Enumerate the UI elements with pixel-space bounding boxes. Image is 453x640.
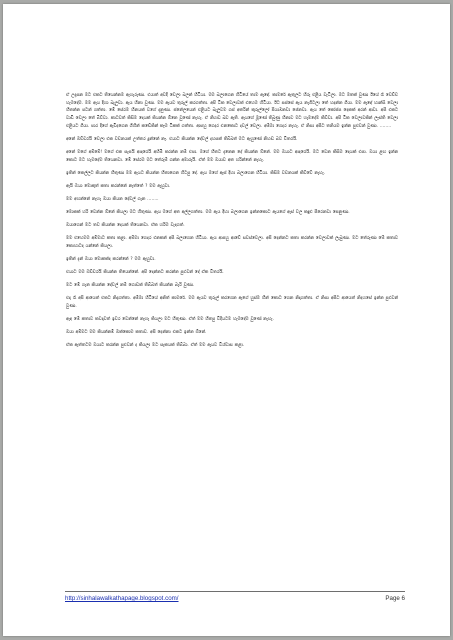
page-footer: [65, 595, 405, 607]
paragraph: ඔයා අම්මට මම කියන්නම් ඔක්කොම කතාව. අපි දෙන්නා එකට ඉන්න ඕනේ.: [66, 330, 207, 336]
paragraph: ඒක ඇත්තටම ඔයාට කරන්න පුළුවන් ද කියලා මට සැකයක් තිබ්බා. ඒත් මම ඇයව විශ්වාස කළා.: [66, 343, 245, 349]
page-number: Page 6: [385, 595, 405, 602]
paragraph: එයාට මම ඔච්චරයි කියන්න තියෙන්නේ. අපි දෙන්නට කරන්න පුළුවන් දේ ඒක විතරයි.: [66, 270, 224, 276]
paragraph: මම අහන්නේ නැහැ ඔයා කියන දේවල් ගැන ……..: [66, 196, 159, 202]
paragraph: මම එහෙමම අම්මාට කතා කළා. අම්මා ගෙදර එනකන් අපි බලාගෙන හිටියා. ඇය ආපහු ආවේ සවස්වෙලා. අපි දෙන්නට කතා කරන්න වෙලාවක් ලැබුණා. මට තේරුණා මේ කතාව කොහාටද යන්නේ කියලා.: [66, 236, 398, 249]
paragraph: ඇයි ඔයා මොකුත් කතා කරන්නේ නැත්තේ ? මම ඇහුවා.: [66, 183, 171, 189]
blog-url-link[interactable]: http://sinhalawalkathapage.blogspot.com/: [65, 595, 179, 602]
paragraph: අනේ මගේ අම්මේ! මගේ එක සැපයි ආදරෙයි අහිමි කරන්න නම් එපා. මගේ හිතට දැනෙන දේ කියන්න ඕනේ. මම ඔයාට ආදරෙයි. මට වෙන කිසිම දෙයක් එපා. ඔයා ළඟ ඉන්න කොට මට හැමදේම තියෙනවා. මේ සේරම මට තේරුම් ගන්න අමාරුයි. ඒත් මම ඔයාව අත හරින්නේ නැහැ.: [66, 150, 398, 163]
paragraph: ඒ උදෑසන මට එකට තියෙන්නම ඇහැරුණා. එයාත් අවදි වෙලා බලන් හිටියා. මම බලාගෙන හිටියේ තාම ඇඳේ. කාමරේ ඇතුලට හිරු එළිය වැටිලා. මට මතක් වුණා ඊයේ රෑ වෙච්ච හැමදේම. මම ඇය දිහා බැලුවා. ඇය හිනා වුණා. මම ඇයව තුරුල් කරගත්තා. අපි ටික වෙලාවක් එහෙම හිටියා. ඊට පස්සේ ඇය නැගිටලා තේ හදන්න ගියා. මම ඇඳේ හාන්සි වෙලා හිතන්න පටන් ගත්තා. මේ සේරම හීනයක් වගේ දැනුණා. ජනේලයෙන් එළියට බැලුවම ගස් අතරින් කුරුල්ලෝ පියාඹනවා පේනවා. ඇය තේ කෝප්ප දෙකක් අරන් ආවා. අපි එකට වාඩි වෙලා තේ බිව්වා. කාටවත් කිසිම දෙයක් කියන්න ඕනෙ වුණේ නැහැ. ඒ නිහඬ බව ඇති. ඇයගේ මූණේ තිබුණු හිනාව මට හැමදේම කිව්වා. අපි ටික වෙලාවකින් ලෑස්ති වෙලා එළියට ගියා. පාර දිගේ ඇවිදගෙන ගිහින් කඩේකින් කෑම ටිකක් ගත්තා. ආපහු ගෙදර එනකොට දවල් වෙලා. අම්මා ගෙදර නැහැ. ඒ නිසා අපිට තනියම ඉන්න පුළුවන් වුණා. ……..: [66, 93, 398, 129]
body-text: [66, 92, 398, 355]
document-page: [3, 4, 450, 636]
paragraph: මොකක් හරි වෙන්න ඕනේ කියලා මට හිතුණා. ඇය මගේ අත අල්ලගත්තා. මම ඇය දිහා බලාගෙන ඉන්නකොට ඇයගේ ඇස් වල කඳුළු පිරෙනවා පෙනුණා.: [66, 210, 350, 216]
paragraph: එදා රෑ අපි ආයෙත් එකට නිදාගත්තා. අම්මා හිටියේ අනිත් කාමරේ. මම ඇයව තුරුල් කරගෙන ඇගේ හුස්ම හීන් කොට ගෙන නිදාගත්තා. ඒ නිසා අපිට ආයෙත් නිදහසේ ඉන්න පුළුවන් වුණා.: [66, 296, 398, 310]
paragraph: මට මේ ගැන කියන්න දේවල් නම් ගොඩක් තිබ්බත් කියන්න බැරි වුණා.: [66, 283, 195, 289]
paragraph: ඉතින් දැන් ඔයා මොකක්ද කරන්නේ ? මම ඇහුවා.: [66, 257, 156, 263]
footer-divider: [65, 591, 405, 592]
paragraph: ඔයාගෙන් මට තව කියන්න දෙයක් තියෙනවා. ඒක හරිම වැදගත්.: [66, 223, 185, 229]
paragraph: ඇඳ මේ කතාව කවදාවත් ඉවර වෙන්නේ නැහැ කියලා මට හිතුණා. ඒත් මම හිතපු විදියටම හැමදේම වුණේ නැහැ.: [66, 317, 274, 323]
paragraph: ඉතින් කෙල්ලට කියන්න හිතුණා මම ඇයට කියන්න හිතාගෙන හිටපු දේ. ඇය මගේ ඇස් දිහා බලාගෙන හිටියා. කිසිම වචනයක් කිව්වේ නැහැ.: [66, 170, 326, 176]
paragraph: අනේ ඔච්චරයි වෙලා එක වචනයක් උත්තර දුන්නේ නෑ. එයාට කියන්න දේවල් දහසක් තිබ්බත් මට ඇහුණේ නිහඬ බව විතරයි.: [66, 136, 298, 142]
